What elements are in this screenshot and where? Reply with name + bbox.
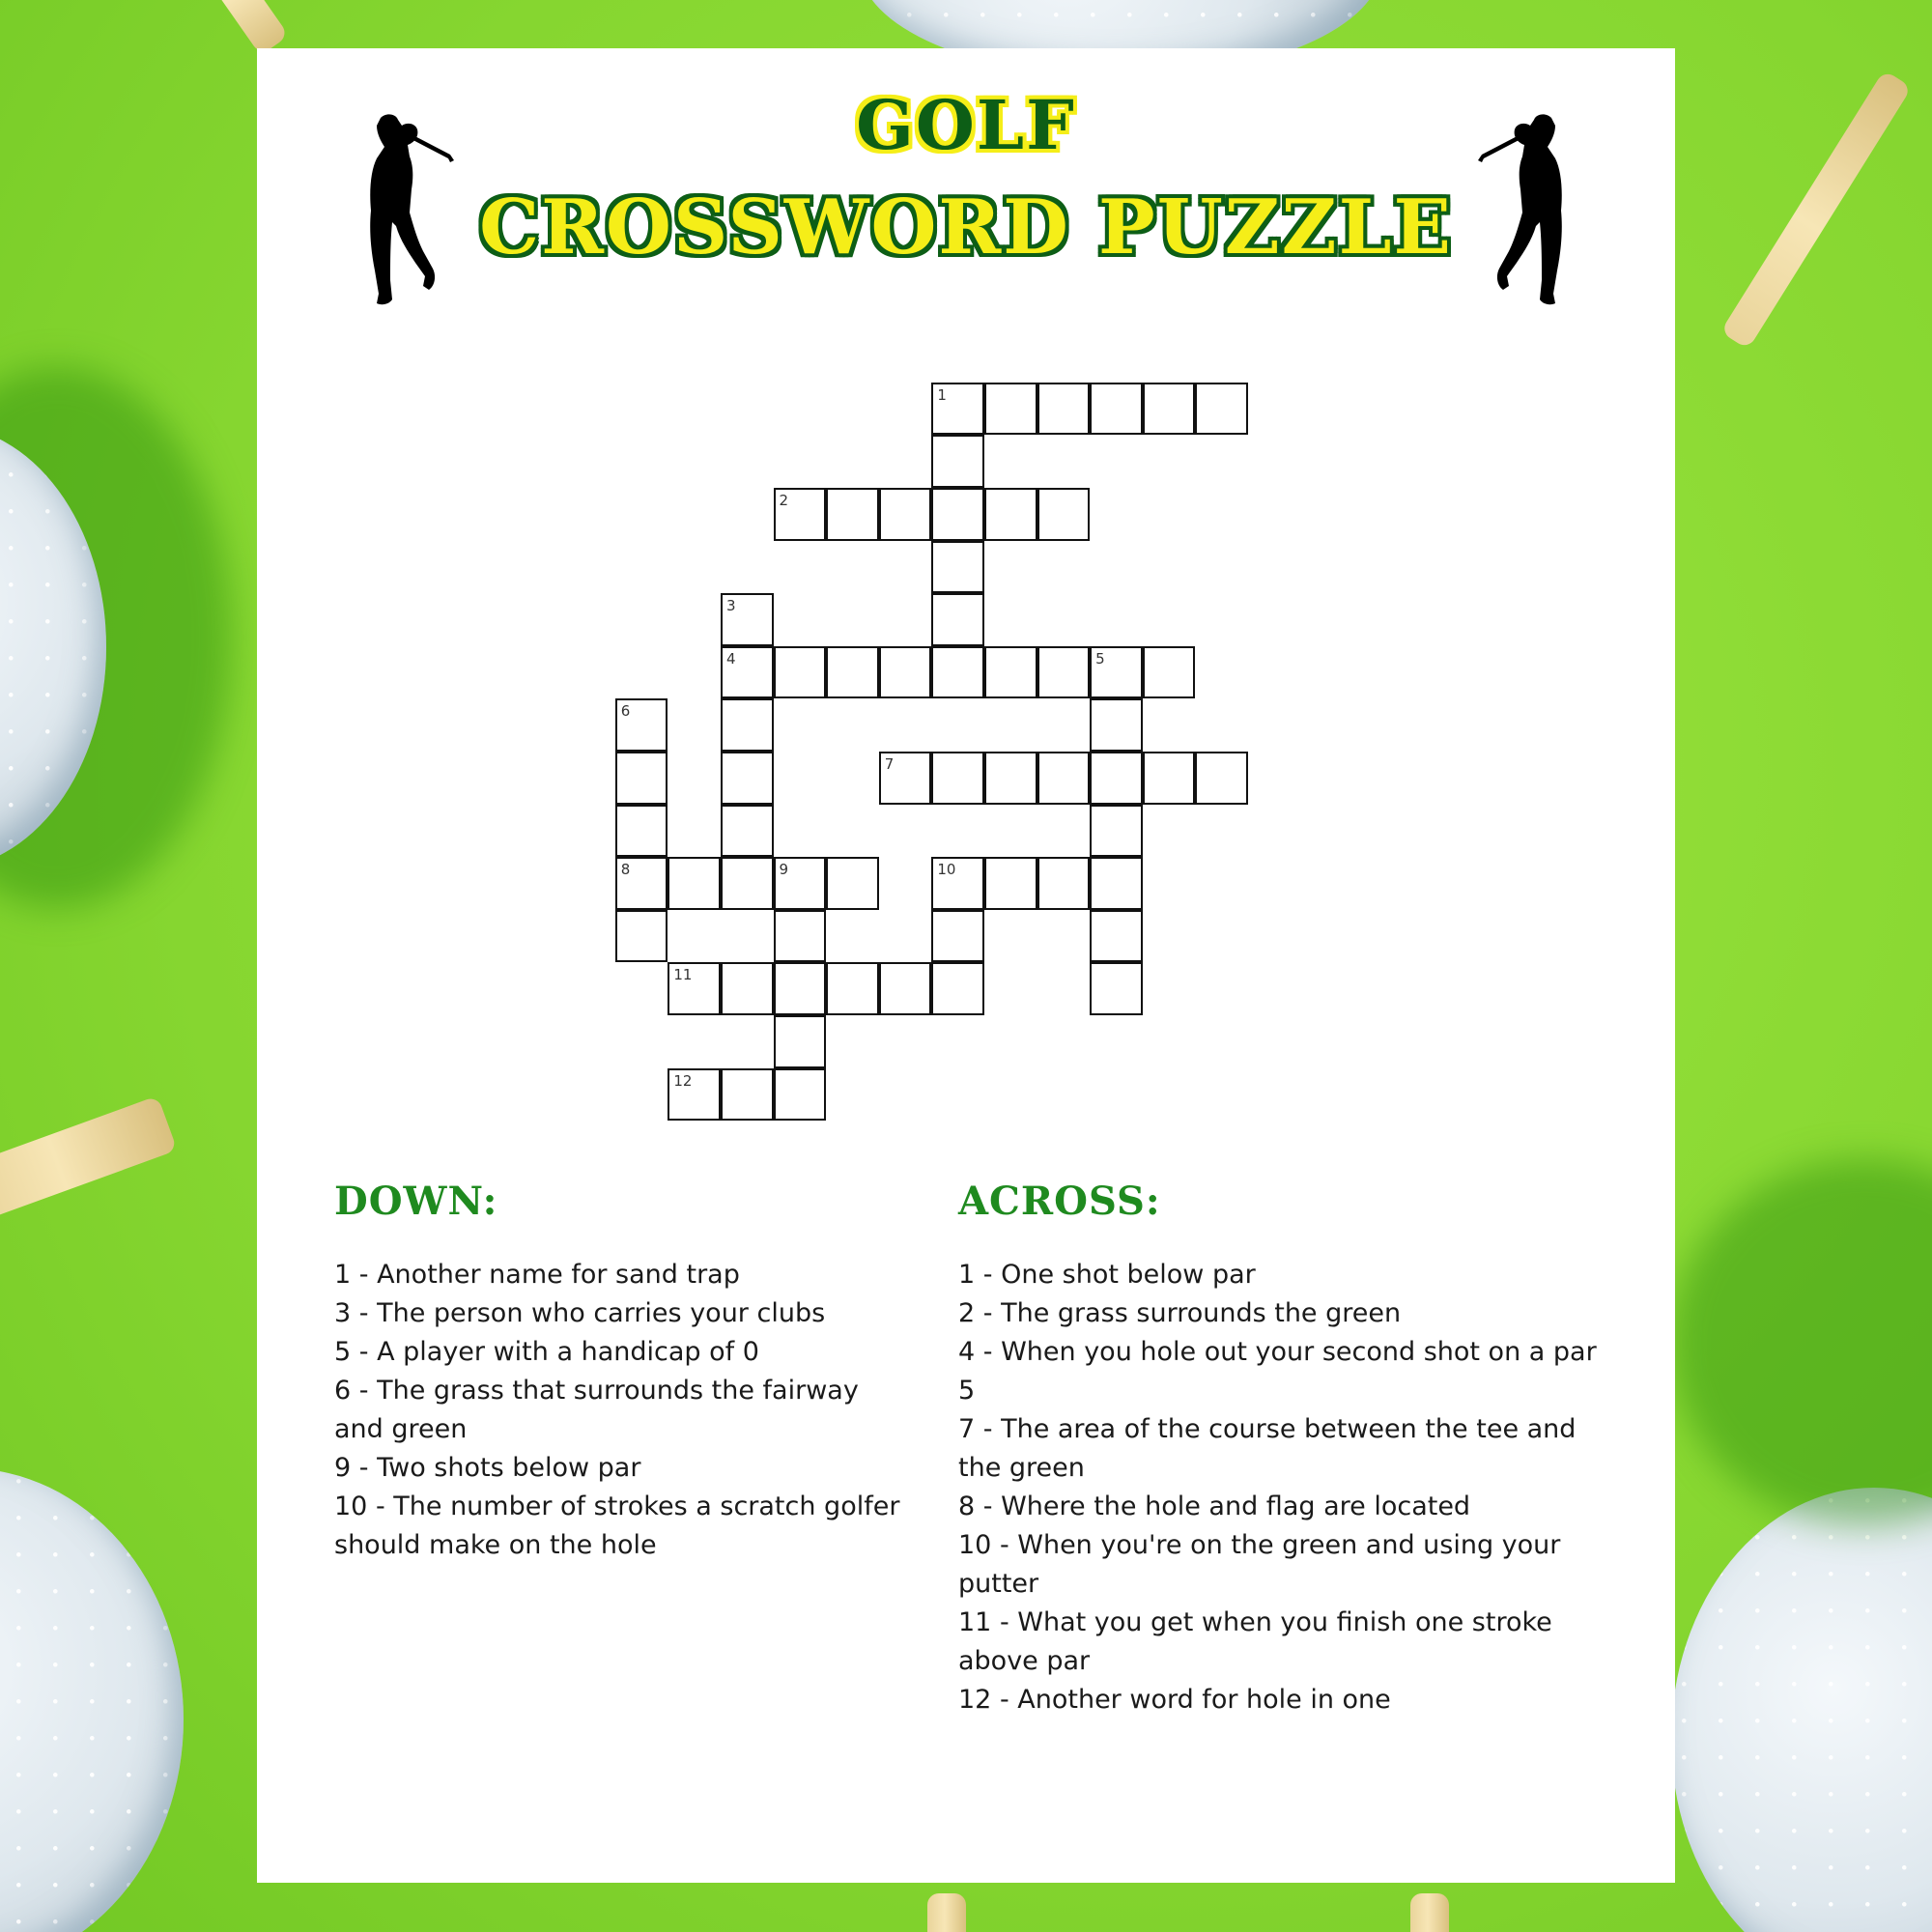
crossword-cell[interactable] — [721, 962, 774, 1015]
crossword-cell[interactable] — [1037, 383, 1091, 436]
across-clue: 2 - The grass surrounds the green — [958, 1298, 1402, 1328]
crossword-cell[interactable] — [931, 488, 984, 541]
crossword-cell[interactable] — [931, 752, 984, 805]
across-clue: 8 - Where the hole and flag are located — [958, 1492, 1471, 1521]
crossword-cell[interactable] — [1037, 752, 1091, 805]
crossword-cell[interactable] — [879, 962, 932, 1015]
crossword-cell[interactable] — [615, 910, 668, 963]
crossword-cell[interactable] — [1090, 698, 1143, 752]
title-golf: GOLF — [856, 85, 1076, 165]
crossword-cell[interactable] — [931, 646, 984, 699]
crossword-cell[interactable] — [1090, 962, 1143, 1015]
clue-number: 12 — [673, 1071, 693, 1090]
crossword-cell[interactable] — [1143, 383, 1196, 436]
golf-ball-left-bottom — [0, 1468, 184, 1932]
crossword-cell[interactable] — [774, 488, 827, 541]
crossword-cell[interactable] — [984, 646, 1037, 699]
crossword-cell[interactable] — [1143, 646, 1196, 699]
down-clue: 9 - Two shots below par — [334, 1453, 641, 1483]
crossword-cell[interactable] — [721, 752, 774, 805]
crossword-cell[interactable] — [721, 857, 774, 910]
clue-number: 9 — [779, 861, 789, 879]
clue-number: 10 — [937, 861, 956, 879]
crossword-cell[interactable] — [668, 1068, 721, 1122]
clue-number: 7 — [884, 754, 895, 773]
crossword-cell[interactable] — [668, 962, 721, 1015]
worksheet-page — [257, 48, 1675, 1883]
crossword-cell[interactable] — [1090, 383, 1143, 436]
crossword-cell[interactable] — [721, 805, 774, 858]
crossword-cell[interactable] — [1037, 857, 1091, 910]
crossword-cell[interactable] — [1037, 488, 1091, 541]
crossword-cell[interactable] — [721, 698, 774, 752]
across-clue: 12 - Another word for hole in one — [958, 1685, 1391, 1715]
crossword-cell[interactable] — [1090, 910, 1143, 963]
clue-number: 1 — [937, 385, 947, 404]
crossword-cell[interactable] — [931, 910, 984, 963]
crossword-cell[interactable] — [826, 857, 879, 910]
crossword-cell[interactable] — [931, 541, 984, 594]
across-clue: 4 - When you hole out your second shot on a par 5 — [958, 1337, 1597, 1406]
crossword-cell[interactable] — [668, 857, 721, 910]
crossword-cell[interactable] — [879, 646, 932, 699]
crossword-cell[interactable] — [721, 1068, 774, 1122]
crossword-cell[interactable] — [615, 698, 668, 752]
crossword-cell[interactable] — [721, 646, 774, 699]
clue-number: 4 — [725, 649, 736, 668]
crossword-cell[interactable] — [826, 646, 879, 699]
crossword-cell[interactable] — [984, 752, 1037, 805]
across-clue-list — [958, 1256, 1615, 1719]
down-clue: 5 - A player with a handicap of 0 — [334, 1337, 759, 1367]
clue-number: 11 — [673, 966, 693, 984]
crossword-cell[interactable] — [984, 488, 1037, 541]
crossword-cell[interactable] — [984, 857, 1037, 910]
clue-number: 2 — [779, 491, 789, 509]
clue-number: 8 — [620, 861, 631, 879]
crossword-cell[interactable] — [615, 752, 668, 805]
crossword-cell[interactable] — [615, 857, 668, 910]
golf-tee-bottom — [1410, 1893, 1449, 1932]
down-clue: 10 - The number of strokes a scratch golfer should make on the hole — [334, 1492, 900, 1560]
crossword-cell[interactable] — [774, 646, 827, 699]
crossword-cell[interactable] — [931, 962, 984, 1015]
crossword-cell[interactable] — [931, 383, 984, 436]
crossword-cell[interactable] — [774, 857, 827, 910]
crossword-cell[interactable] — [774, 962, 827, 1015]
across-heading: ACROSS: — [958, 1179, 1161, 1224]
clue-number: 3 — [725, 597, 736, 615]
across-clue: 1 - One shot below par — [958, 1260, 1256, 1290]
crossword-cell[interactable] — [826, 962, 879, 1015]
crossword-cell[interactable] — [826, 488, 879, 541]
golf-tee-bottom — [927, 1893, 966, 1932]
across-clue: 7 - The area of the course between the tee and the green — [958, 1414, 1577, 1483]
crossword-cell[interactable] — [1195, 383, 1248, 436]
crossword-cell[interactable] — [774, 910, 827, 963]
golf-ball-right-bottom — [1671, 1488, 1932, 1932]
across-clue: 10 - When you're on the green and using your putter — [958, 1530, 1561, 1599]
crossword-cell[interactable] — [1090, 857, 1143, 910]
down-heading: DOWN: — [334, 1179, 498, 1224]
crossword-cell[interactable] — [931, 593, 984, 646]
down-clue: 1 - Another name for sand trap — [334, 1260, 740, 1290]
crossword-cell[interactable] — [879, 488, 932, 541]
title-crossword-puzzle: CROSSWORD PUZZLE — [479, 184, 1453, 271]
golf-tee-right — [1720, 70, 1912, 349]
crossword-cell[interactable] — [774, 1068, 827, 1122]
crossword-cell[interactable] — [1090, 805, 1143, 858]
crossword-cell[interactable] — [879, 752, 932, 805]
crossword-cell[interactable] — [1090, 646, 1143, 699]
crossword-cell[interactable] — [615, 805, 668, 858]
across-clue: 11 - What you get when you finish one stroke above par — [958, 1607, 1552, 1676]
down-clue: 3 - The person who carries your clubs — [334, 1298, 826, 1328]
crossword-cell[interactable] — [1090, 752, 1143, 805]
golf-tee-top-left — [194, 0, 289, 55]
crossword-cell[interactable] — [1143, 752, 1196, 805]
clue-number: 6 — [620, 702, 631, 721]
crossword-cell[interactable] — [1037, 646, 1091, 699]
golf-tee-left — [0, 1095, 178, 1223]
crossword-cell[interactable] — [721, 593, 774, 646]
down-clue: 6 - The grass that surrounds the fairway and green — [334, 1376, 859, 1444]
crossword-cell[interactable] — [931, 435, 984, 488]
crossword-cell[interactable] — [774, 1015, 827, 1068]
clue-number: 5 — [1095, 649, 1105, 668]
down-clue-list — [334, 1256, 904, 1565]
ball-shadow — [1671, 1159, 1932, 1526]
crossword-cell[interactable] — [931, 857, 984, 910]
crossword-cell[interactable] — [984, 383, 1037, 436]
crossword-cell[interactable] — [1195, 752, 1248, 805]
